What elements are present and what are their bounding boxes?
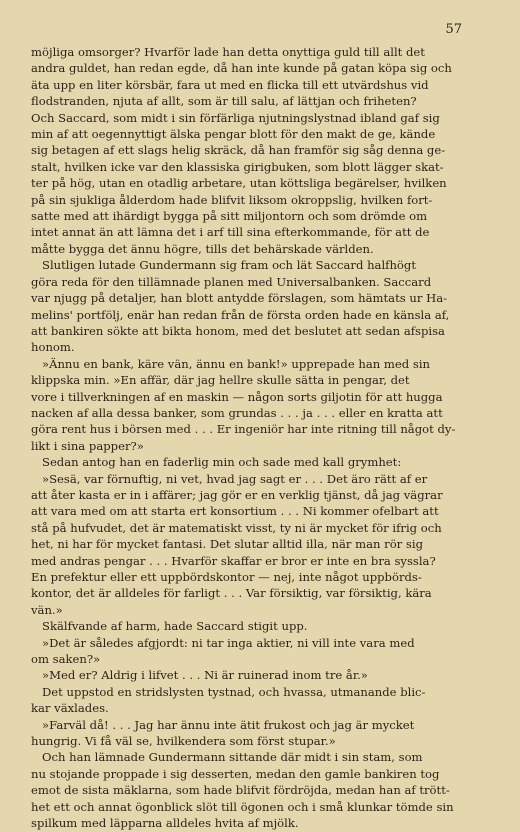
text-line: kontor, det är alldeles för farligt . . . Var försiktig, var försiktig, kära [31, 586, 432, 601]
text-line: Och Saccard, som midt i sin förfärliga njutningslystnad ibland gaf sig [31, 110, 440, 125]
text-line: »Farväl då! . . . Jag har ännu inte ätit frukost och jag är mycket [42, 717, 415, 732]
text-line: En prefektur eller ett uppbördskontor — nej, inte något uppbörds- [31, 570, 422, 584]
text-line: satte med att ihärdigt bygga på sitt miljontorn och som drömde om [31, 209, 428, 224]
text-line: het, ni har för mycket fantasi. Det slutar alltid illa, när man rör sig [31, 537, 423, 552]
text-line: sig betagen af ett slags helig skräck, då han framför sig såg denna ge- [31, 143, 446, 158]
text-line: om saken?» [31, 652, 101, 667]
text-line: »Med er? Aldrig i lifvet . . . Ni är ruinerad inom tre år.» [42, 668, 368, 683]
text-line: Och han lämnade Gundermann sittande där midt i sin stam, som [42, 750, 423, 765]
text-line: att åter kasta er in i affärer; jag gör er en verklig tjänst, då jag vägrar [31, 487, 443, 502]
text-line: att vara med om att starta ert konsortium . . . Ni kommer ofelbart att [31, 504, 439, 519]
body-text [31, 44, 476, 832]
text-line: på sin sjukliga ålderdom hade blifvit liksom okroppslig, hvilken fort- [31, 192, 433, 207]
text-line: var njugg på detaljer, han blott antydde förslagen, som hämtats ur Ha- [31, 291, 448, 306]
page-number: 57 [445, 22, 462, 37]
text-line: möjliga omsorger? Hvarför lade han detta onyttiga guld till allt det [31, 45, 425, 59]
text-line: flodstranden, njuta af allt, som är till salu, af lättjan och friheten? [31, 94, 417, 109]
text-line: Skälfvande af harm, hade Saccard stigit upp. [42, 619, 308, 634]
text-line: intet annat än att lämna det i arf till sina efterkommande, för att de [31, 225, 430, 240]
text-line: hungrig. Vi få väl se, hvilkendera som först stupar.» [31, 734, 336, 749]
text-line: vore i tillverkningen af en maskin — någon sorts giljotin för att hugga [31, 389, 443, 404]
text-line: vän.» [31, 602, 63, 617]
text-line: »Det är således afgjordt: ni tar inga aktier, ni vill inte vara med [42, 635, 415, 650]
text-line: likt i sina papper?» [31, 438, 144, 453]
text-line: kar växlades. [31, 701, 109, 716]
text-line: Det uppstod en stridslysten tystnad, och hvassa, utmanande blic- [42, 684, 426, 699]
text-line: andra guldet, han redan egde, då han inte kunde på gatan köpa sig och [31, 61, 452, 76]
text-line: stalt, hvilken icke var den klassiska girigbuken, som blott lägger skat- [31, 159, 444, 174]
text-line: »Ännu en bank, käre vän, ännu en bank!» upprepade han med sin [42, 356, 430, 371]
text-line: nu stojande proppade i sig desserten, medan den gamle bankiren tog [31, 766, 440, 781]
text-line: het ett och annat ögonblick slöt till ögonen och i små klunkar tömde sin [31, 799, 454, 814]
text-line: Sedan antog han en faderlig min och sade med kall grymhet: [42, 455, 402, 470]
text-line: ter på hög, utan en otadlig arbetare, utan köttsliga begärelser, hvilken [31, 176, 447, 191]
text-line: honom. [31, 340, 75, 355]
text-line: Slutligen lutade Gundermann sig fram och lät Saccard halfhögt [42, 258, 416, 273]
text-line: melins' portfölj, enär han redan från de första orden hade en känsla af, [31, 307, 450, 322]
text-line: att bankiren sökte att bikta honom, med det beslutet att sedan afspisa [31, 323, 445, 338]
text-line: måtte bygga det ännu högre, tills det behärskade världen. [31, 241, 374, 256]
text-line: spilkum med läpparna alldeles hvita af mjölk. [31, 816, 299, 831]
text-line: göra rent hus i börsen med . . . Er ingeniör har inte ritning till något dy- [31, 422, 456, 437]
text-line: nacken af alla dessa banker, som grundas . . . ja . . . eller en kratta att [31, 405, 443, 420]
text-line: med andras pengar . . . Hvarför skaffar er bror er inte en bra syssla? [31, 553, 436, 568]
text-line: äta upp en liter körsbär, fara ut med en flicka till ett utvärdshus vid [31, 77, 429, 92]
text-line: emot de sista mäklarna, som hade blifvit fördröjda, medan han af trött- [31, 783, 450, 798]
text-line: min af att oegennyttigt älska pengar blott för den makt de ge, kände [31, 127, 436, 142]
text-line: göra reda för den tillämnade planen med Universalbanken. Saccard [31, 274, 432, 289]
text-line: »Sesä, var förnuftig, ni vet, hvad jag sagt er . . . Det äro rätt af er [42, 471, 428, 486]
text-line: stå på hufvudet, det är matematiskt visst, ty ni är mycket för ifrig och [31, 520, 442, 535]
text-line: klippska min. »En affär, där jag hellre skulle sätta in pengar, det [31, 373, 410, 388]
